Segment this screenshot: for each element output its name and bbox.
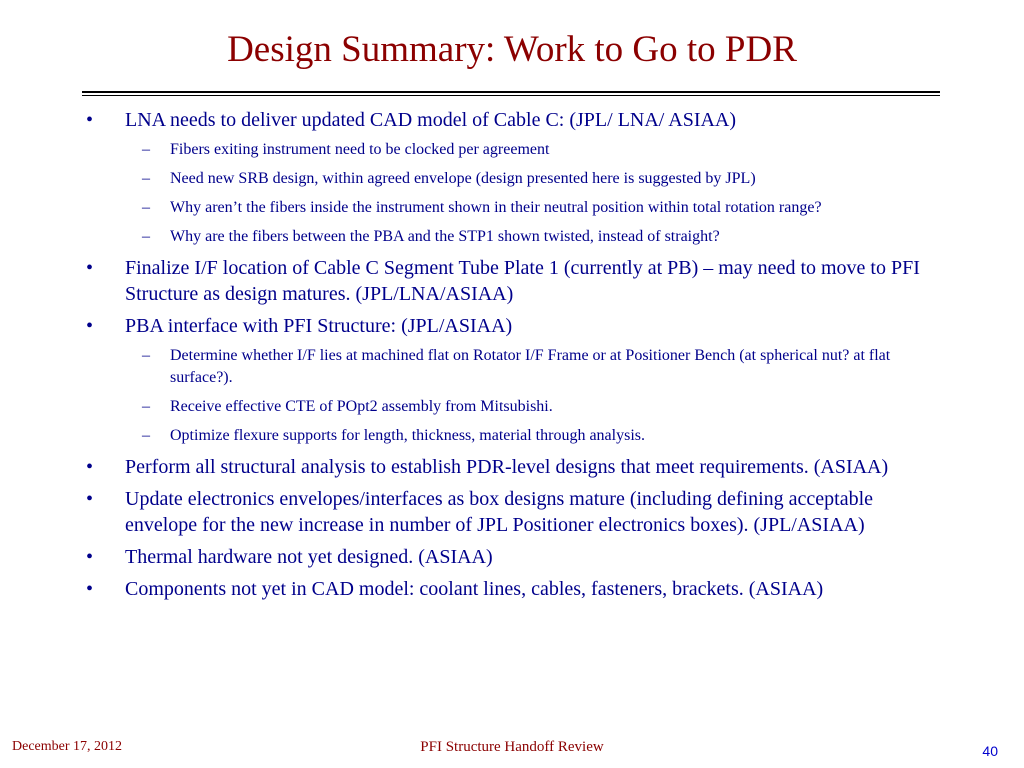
- bullet-item: [86, 454, 925, 480]
- dash-icon: –: [142, 228, 150, 245]
- slide-content: [0, 107, 1024, 608]
- bullet-item: [86, 107, 925, 133]
- sub-bullet-item: [142, 139, 930, 161]
- bullet-dot-icon: •: [86, 456, 94, 478]
- bullet-text: PBA interface with PFI Structure: (JPL/ASIAA): [125, 315, 513, 337]
- bullet-dot-icon: •: [86, 546, 94, 568]
- bullet-dot-icon: •: [86, 109, 94, 131]
- bullet-text: Update electronics envelopes/interfaces as box designs mature (including defining acceptable envelope for the new increase in number of JPL Positioner electronics boxes). (JPL/ASIAA): [125, 488, 874, 536]
- bullet-item: [86, 313, 925, 339]
- sub-bullet-text: Fibers exiting instrument need to be clocked per agreement: [170, 141, 550, 158]
- bullet-item: [86, 576, 925, 602]
- bullet-text: Perform all structural analysis to establish PDR-level designs that meet requirements. (ASIAA): [125, 456, 889, 478]
- title-rule-bottom: [82, 95, 940, 96]
- bullet-item: [86, 486, 925, 538]
- bullet-dot-icon: •: [86, 488, 94, 510]
- bullet-item: [86, 544, 925, 570]
- dash-icon: –: [142, 427, 150, 444]
- sub-bullet-item: [142, 226, 930, 248]
- dash-icon: –: [142, 141, 150, 158]
- sub-bullet-text: Why are the fibers between the PBA and the STP1 shown twisted, instead of straight?: [170, 228, 720, 245]
- sub-bullet-item: [142, 197, 930, 219]
- bullet-text: Components not yet in CAD model: coolant lines, cables, fasteners, brackets. (ASIAA): [125, 578, 824, 600]
- sub-bullet-text: Optimize flexure supports for length, thickness, material through analysis.: [170, 427, 645, 444]
- footer-date: December 17, 2012: [12, 739, 123, 754]
- sub-bullet-item: [142, 425, 930, 447]
- sub-bullet-text: Receive effective CTE of POpt2 assembly from Mitsubishi.: [170, 398, 553, 415]
- bullet-dot-icon: •: [86, 578, 94, 600]
- sub-bullet-item: [142, 168, 930, 190]
- title-rule-top: [82, 91, 940, 93]
- dash-icon: –: [142, 199, 150, 216]
- bullet-dot-icon: •: [86, 257, 94, 279]
- bullet-text: LNA needs to deliver updated CAD model of Cable C: (JPL/ LNA/ ASIAA): [125, 109, 737, 131]
- bullet-text: Thermal hardware not yet designed. (ASIAA): [125, 546, 493, 568]
- bullet-item: [86, 255, 925, 307]
- page-number: 40: [982, 743, 998, 759]
- dash-icon: –: [142, 170, 150, 187]
- sub-bullet-text: Need new SRB design, within agreed envelope (design presented here is suggested by JPL): [170, 170, 756, 187]
- sub-bullet-item: [142, 345, 930, 389]
- sub-bullet-item: [142, 396, 930, 418]
- footer-title: PFI Structure Handoff Review: [420, 739, 604, 755]
- bullet-dot-icon: •: [86, 315, 94, 337]
- bullet-text: Finalize I/F location of Cable C Segment Tube Plate 1 (currently at PB) – may need to move to PFI Structure as design matures. (JPL/LNA/ASIAA): [125, 257, 920, 305]
- sub-bullet-text: Determine whether I/F lies at machined flat on Rotator I/F Frame or at Positioner Bench (at spherical nut? at flat surface?).: [170, 347, 891, 386]
- dash-icon: –: [142, 398, 150, 415]
- sub-bullet-text: Why aren’t the fibers inside the instrument shown in their neutral position within total rotation range?: [170, 199, 822, 216]
- slide-title: Design Summary: Work to Go to PDR: [227, 29, 797, 70]
- dash-icon: –: [142, 347, 150, 364]
